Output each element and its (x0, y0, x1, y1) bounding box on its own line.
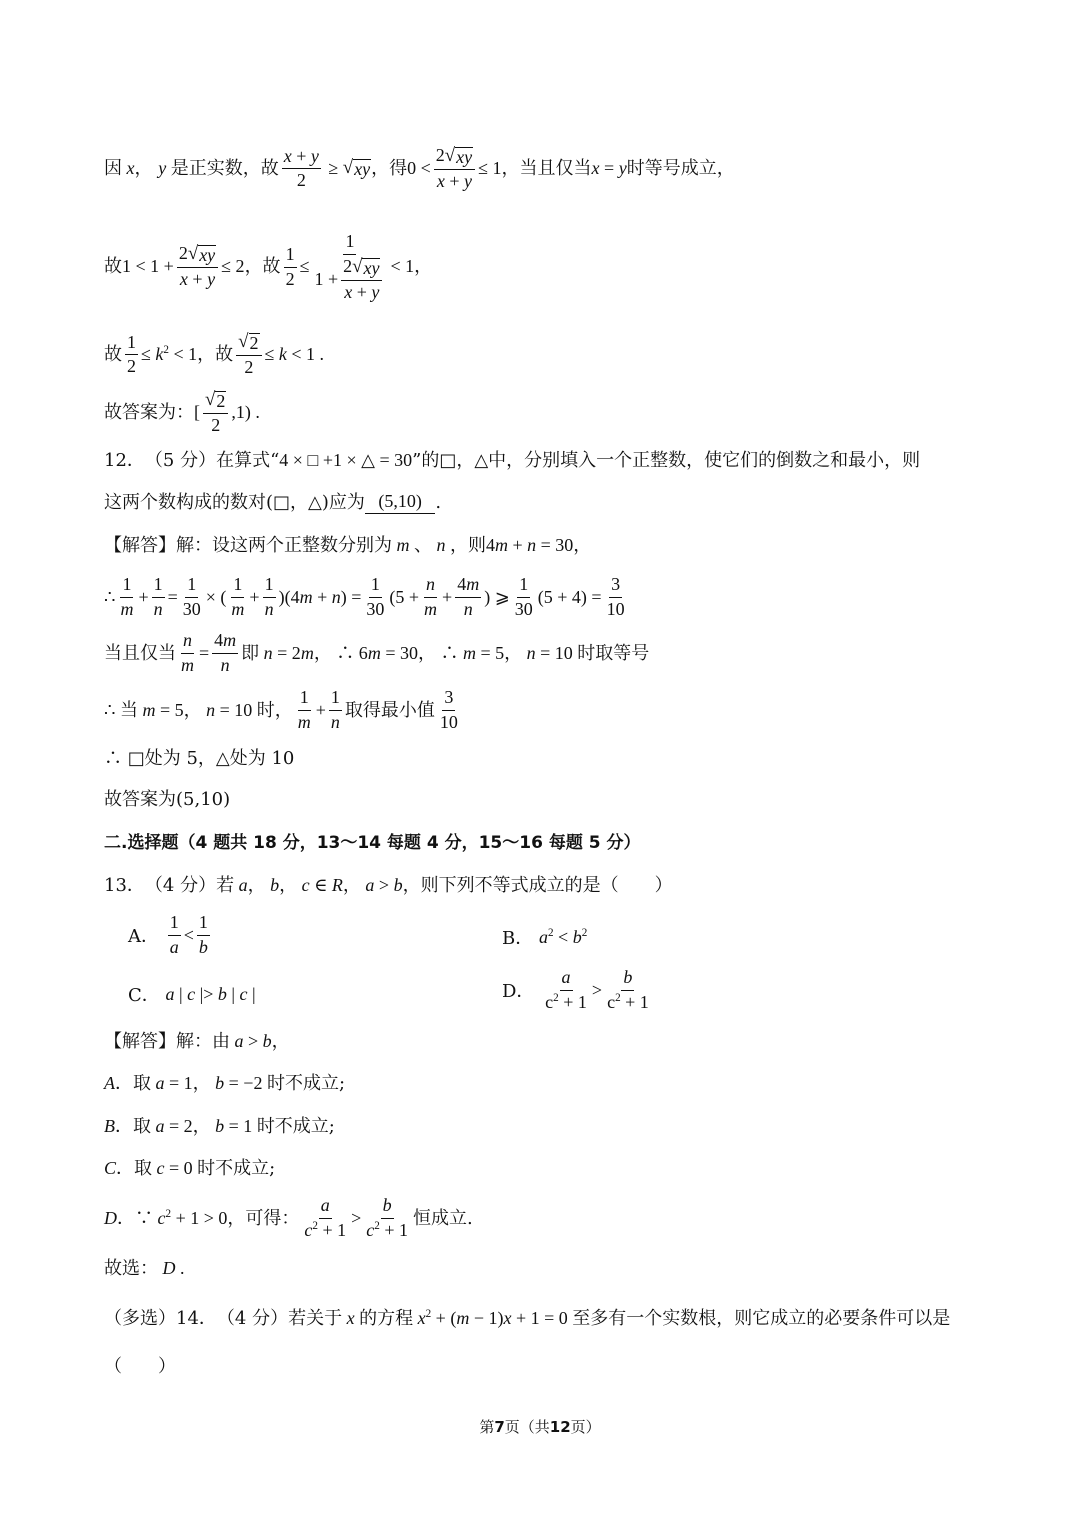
solution-line-3: 故 $\frac{1}{2}$ ≤ $k^2 < 1$ ，故 √ 2 2 ≤ k < 1 . (104, 331, 325, 377)
q12-solution-5: ∴ □处为 5，△处为 10 (104, 748, 295, 769)
q13-solution-choice: 故选： D . (104, 1258, 185, 1279)
question-12: 12． （5 分） 在算式“ 4 × □ +1 × △ = 30 ”的□，△中，分别填入一个正整数，使它们的倒数之和最小，则 (104, 450, 921, 471)
math-x: x (122, 158, 135, 179)
fraction-x-plus-y-over-2: $\frac{x + y}{2}$ (283, 145, 319, 191)
solution-line-2: 故 1 < 1 + 2 √ xy x + y ≤ 2 ，故 $\frac{1}{2}$ ≤ 1 1 + 2 √ xy x + y < 1， (104, 231, 433, 302)
option-d[interactable]: D． $\frac{a}{c^2 + 1}$ > $\frac{b}{c^2 + 1}$ (502, 967, 649, 1012)
math-y: y (158, 158, 171, 179)
q13-solution-b: B ．取 a = 2， b = 1 时不成立; (104, 1116, 335, 1137)
q12-solution-4: ∴ 当 m = 5， n = 10 时， $\frac{1}{m}$ + $\frac{1}{n}$ 取得最小值 $\frac{3}{10}$ (104, 687, 458, 732)
fraction-sqrt2-over-2: √ 2 2 (203, 390, 228, 436)
q13-solution-d: D ．∵ $c^2 + 1 > 0$ ，可得： $\frac{a}{c^2 + 1}$ > $\frac{b}{c^2 + 1}$ 恒成立. (104, 1195, 473, 1240)
question-14-paren: （ ） (104, 1356, 176, 1377)
question-14: （多选）14． （4 分） 若关于 x 的方程 $x^2 + (m - 1)x + 1 = 0$ 至多有一个实数根，则它成立的必要条件可以是 (104, 1308, 951, 1329)
fraction-one-half: $\frac{1}{2}$ (127, 331, 136, 377)
solution-line-1: 因 x ， y 是正实数，故 $\frac{x + y}{2}$ ≥ √ xy ，得 0 < 2 √ xy x + y ≤ 1 ，当且仅当 x = y 时等号成立， (104, 145, 735, 191)
solution-line-4: 故答案为： [ √ 2 2 ,1) . (104, 389, 260, 435)
q13-solution-c: C ．取 c = 0 时不成立; (104, 1158, 276, 1179)
fraction-2sqrtxy-over-x-plus-y: 2 √ xy x + y (177, 244, 218, 290)
option-a[interactable]: A． $\frac{1}{a}$ < $\frac{1}{b}$ (128, 912, 208, 957)
option-c[interactable]: C． a | c |> b | c | (128, 983, 256, 1006)
fraction-sqrt2-over-2: √ 2 2 (236, 332, 261, 378)
sqrt-xy: √ xy (342, 156, 371, 179)
q12-solution-6: 故答案为(5,10) (104, 789, 231, 810)
question-12-line-2: 这两个数构成的数对(□，△)应为 (5,10) . (104, 491, 442, 513)
q12-solution-2: ∴ $\frac{1}{m}$ + $\frac{1}{n}$ = $\frac{1}{30}$ × ( $\frac{1}{m}$ + $\frac{1}{n}$ )(4m + n) = $\frac{1}{30}$ (5 + $\frac{n}{m}$ + $\frac{4m}{n}$ ) ⩾ $\frac{1}{30}$ (5 + 4) = $\frac{3}{10}$ (104, 574, 625, 619)
q12-solution-3: 当且仅当 $\frac{n}{m}$ = $\frac{4m}{n}$ 即 n = 2m， ∴ 6m = 30， ∴ m = 5， n = 10 时取等号 (104, 630, 650, 675)
section-title: 二.选择题（4 题共 18 分，13～14 每题 4 分，15～16 每题 5 分） (104, 833, 641, 853)
option-b[interactable]: B． $a^2 < b^2$ (502, 926, 588, 949)
q12-solution-1: 【解答】 解：设这两个正整数分别为 m 、 n ，则 4m + n = 30， (104, 535, 592, 556)
answer-blank: (5,10) (365, 491, 436, 514)
fraction-one-half: $\frac{1}{2}$ (285, 243, 295, 289)
q13-solution-a: A ．取 a = 1， b = −2 时不成立; (104, 1073, 346, 1094)
fraction-complex: 1 1 + 2 √ xy x + y (312, 232, 387, 302)
question-13: 13． （4 分） 若 a， b， c ∈ R， a > b ，则下列不等式成立的是（ ） (104, 875, 673, 896)
q13-solution-intro: 【解答】 解：由 a > b， (104, 1031, 290, 1052)
page-footer: 第7页（共12页） (479, 1418, 601, 1436)
fraction-2sqrtxy-over-x-plus-y: 2 √ xy x + y (434, 146, 475, 192)
